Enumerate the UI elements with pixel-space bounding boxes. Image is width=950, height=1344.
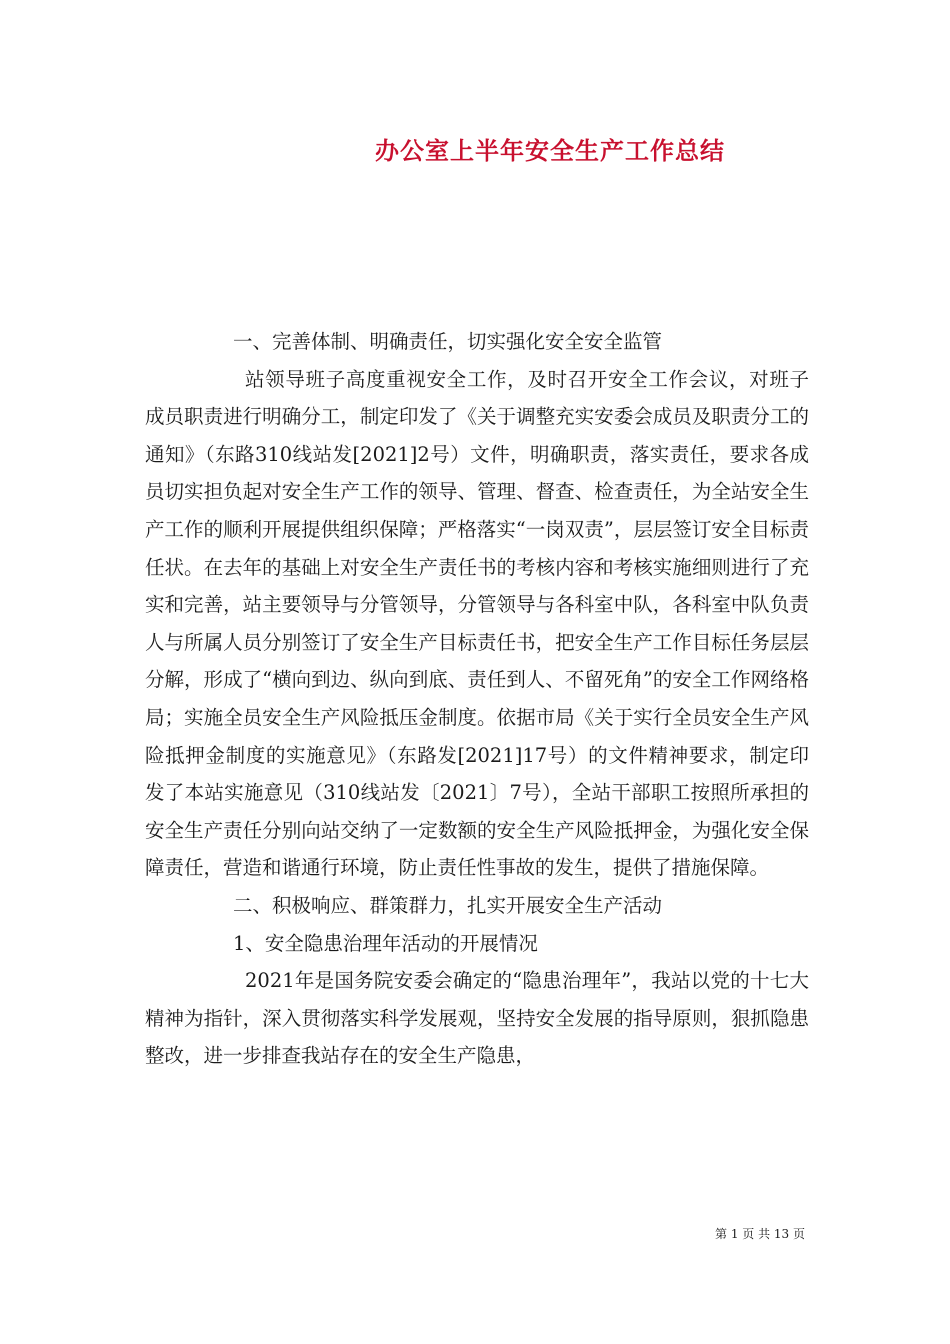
body-paragraph-2: 2021年是国务院安委会确定的“隐患治理年”，我站以党的十七大精神为指针，深入贯彻落实科学发展观，坚持安全发展的指导原则，狠抓隐患整改，进一步排查我站存在的安全生产隐患， xyxy=(145,969,809,1068)
section-heading-2: 二、积极响应、群策群力，扎实开展安全生产活动 xyxy=(233,893,663,917)
sub-heading-1: 1、安全隐患治理年活动的开展情况 xyxy=(233,931,538,955)
section-heading-1: 一、完善体制、明确责任，切实强化安全安全监管 xyxy=(233,330,663,353)
document-body xyxy=(145,323,809,1075)
page-number-footer: 第 1 页 共 13 页 xyxy=(715,1227,805,1241)
body-paragraph-1: 站领导班子高度重视安全工作，及时召开安全工作会议，对班子成员职责进行明确分工，制定印发了《关于调整充实安委会成员及职责分工的通知》（东路310线站发[2021]2号）文件，明确职责，落实责任，要求各成员切实担负起对安全生产工作的领导、管理、督查、检查责任，为全站安全生产工作的顺利开展提供组织保障；严格落实“一岗双责”，层层签订安全目标责任状。在去年的基础上对安全生产责任书的考核内容和考核实施细则进行了充实和完善，站主要领导与分管领导，分管领导与各科室中队，各科室中队负责人与所属人员分别签订了安全生产目标责任书，把安全生产工作目标任务层层分解，形成了“横向到边、纵向到底、责任到人、不留死角”的安全工作网络格局；实施全员安全生产风险抵压金制度。依据市局《关于实行全员安全生产风险抵押金制度的实施意见》（东路发[2021]17号）的文件精神要求，制定印发了本站实施意见（310线站发〔2021〕7号），全站干部职工按照所承担的安全生产责任分别向站交纳了一定数额的安全生产风险抵押金，为强化安全保障责任，营造和谐通行环境，防止责任性事故的发生，提供了措施保障。 xyxy=(145,367,809,880)
document-title: 办公室上半年安全生产工作总结 xyxy=(375,136,725,165)
